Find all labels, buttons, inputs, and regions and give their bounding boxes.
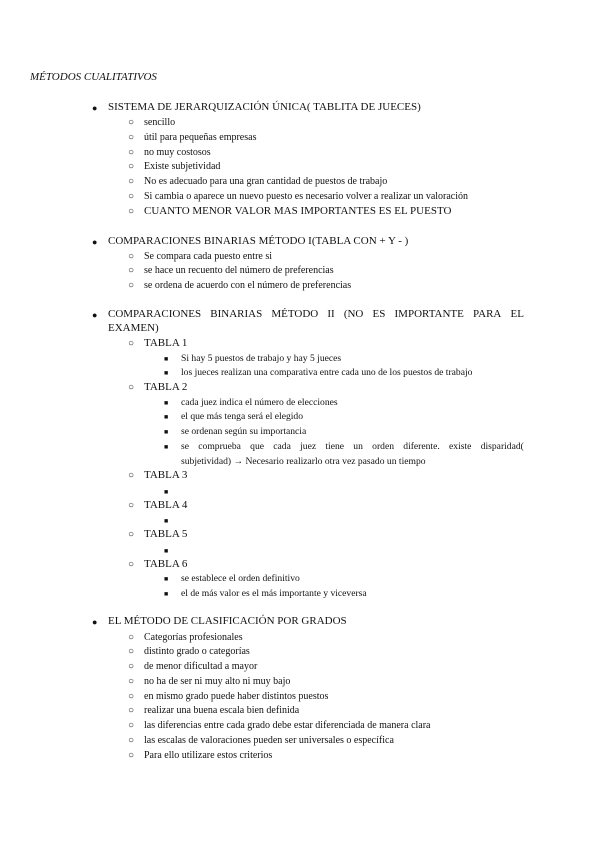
heading-word: MÉTODO: [271, 308, 319, 320]
list-item: Si cambia o aparece un nuevo puesto es necesario volver a realizar un valoración: [144, 191, 469, 202]
square-bullet-icon: ■: [164, 590, 169, 598]
circle-bullet-icon: ○: [128, 676, 135, 687]
list-item: cada juez indica el número de elecciones: [181, 397, 338, 408]
item-word: un: [353, 441, 363, 452]
square-bullet-icon: ■: [164, 413, 169, 421]
circle-bullet-icon: ○: [128, 720, 135, 731]
square-bullet-icon: ■: [164, 369, 169, 377]
heading-word: BINARIAS: [210, 308, 263, 320]
square-bullet-icon: ■: [164, 488, 169, 496]
circle-bullet-icon: ○: [128, 529, 135, 540]
circle-bullet-icon: ○: [128, 161, 135, 172]
circle-bullet-icon: ○: [128, 132, 135, 143]
tabla-3-label: TABLA 3: [144, 469, 188, 481]
heading-word: ES: [372, 308, 386, 320]
list-item: las diferencias entre cada grado debe estar diferenciada de manera clara: [144, 720, 431, 731]
section-2-heading: COMPARACIONES BINARIAS MÉTODO I(TABLA CON + Y - ): [108, 235, 409, 247]
list-item: distinto grado o categorías: [144, 646, 250, 657]
circle-bullet-icon: ○: [128, 251, 135, 262]
circle-bullet-icon: ○: [128, 117, 135, 128]
list-item: realizar una buena escala bien definida: [144, 705, 300, 716]
circle-bullet-icon: ○: [128, 382, 135, 393]
heading-word: COMPARACIONES: [108, 308, 202, 320]
list-item: las escalas de valoraciones pueden ser universales o específica: [144, 735, 394, 746]
heading-word: (NO: [343, 308, 364, 320]
list-item: Se compara cada puesto entre si: [144, 251, 273, 262]
list-item: el que más tenga será el elegido: [181, 411, 304, 422]
tabla-1-label: TABLA 1: [144, 337, 188, 349]
section-3-heading: [108, 308, 524, 321]
disc-bullet-icon: ●: [92, 103, 98, 113]
item-word: tiene: [325, 441, 345, 452]
disc-bullet-icon: ●: [92, 617, 98, 627]
item-word: diferente.: [403, 441, 440, 452]
square-bullet-icon: ■: [164, 399, 169, 407]
heading-word: PARA: [473, 308, 502, 320]
list-item: Para ello utilizare estos criterios: [144, 750, 273, 761]
list-item: se hace un recuento del número de preferencias: [144, 265, 334, 276]
item-word: disparidad(: [480, 441, 524, 452]
item-word: comprueba: [198, 441, 241, 452]
list-item: no muy costosos: [144, 147, 211, 158]
circle-bullet-icon: ○: [128, 280, 135, 291]
list-item: útil para pequeñas empresas: [144, 132, 257, 143]
circle-bullet-icon: ○: [128, 705, 135, 716]
section-1-heading: SISTEMA DE JERARQUIZACIÓN ÚNICA( TABLITA DE JUECES): [108, 101, 421, 113]
list-item: en mismo grado puede haber distintos puestos: [144, 691, 329, 702]
section-4-heading: EL MÉTODO DE CLASIFICACIÓN POR GRADOS: [108, 615, 347, 627]
item-word: existe: [449, 441, 472, 452]
disc-bullet-icon: ●: [92, 237, 98, 247]
item-word: orden: [372, 441, 394, 452]
list-item: se ordenan según su importancia: [181, 426, 307, 437]
circle-bullet-icon: ○: [128, 559, 135, 570]
circle-bullet-icon: ○: [128, 470, 135, 481]
heading-word: EL: [510, 308, 524, 320]
square-bullet-icon: ■: [164, 443, 169, 451]
square-bullet-icon: ■: [164, 428, 169, 436]
square-bullet-icon: ■: [164, 517, 169, 525]
list-item: el de más valor es el más importante y viceversa: [181, 588, 367, 599]
circle-bullet-icon: ○: [128, 646, 135, 657]
list-item: No es adecuado para una gran cantidad de puestos de trabajo: [144, 176, 388, 187]
circle-bullet-icon: ○: [128, 691, 135, 702]
circle-bullet-icon: ○: [128, 338, 135, 349]
circle-bullet-icon: ○: [128, 735, 135, 746]
list-item-line2: subjetividad) → Necesario realizarlo otra vez pasado un tiempo: [181, 456, 426, 467]
item-word: cada: [273, 441, 291, 452]
list-item: se establece el orden definitivo: [181, 573, 300, 584]
tabla-6-label: TABLA 6: [144, 558, 188, 570]
list-item: Existe subjetividad: [144, 161, 221, 172]
section-3-heading-line2: EXAMEN): [108, 322, 159, 334]
circle-bullet-icon: ○: [128, 661, 135, 672]
circle-bullet-icon: ○: [128, 206, 135, 217]
list-item: no ha de ser ni muy alto ni muy bajo: [144, 676, 291, 687]
circle-bullet-icon: ○: [128, 176, 135, 187]
circle-bullet-icon: ○: [128, 191, 135, 202]
item-word: juez: [300, 441, 317, 452]
square-bullet-icon: ■: [164, 355, 169, 363]
heading-word: II: [327, 308, 335, 320]
circle-bullet-icon: ○: [128, 500, 135, 511]
disc-bullet-icon: ●: [92, 310, 98, 320]
square-bullet-icon: ■: [164, 547, 169, 555]
list-item: sencillo: [144, 117, 176, 128]
list-item: se ordena de acuerdo con el número de preferencias: [144, 280, 352, 291]
item-word: que: [250, 441, 265, 452]
circle-bullet-icon: ○: [128, 147, 135, 158]
circle-bullet-icon: ○: [128, 750, 135, 761]
list-item: de menor dificultad a mayor: [144, 661, 258, 672]
list-item-emphasis: CUANTO MENOR VALOR MAS IMPORTANTES ES EL PUESTO: [144, 205, 452, 217]
list-item: los jueces realizan una comparativa entre cada uno de los puestos de trabajo: [181, 367, 473, 378]
list-item: Categorías profesionales: [144, 632, 243, 643]
square-bullet-icon: ■: [164, 575, 169, 583]
item-word: se: [181, 441, 189, 452]
tabla-5-label: TABLA 5: [144, 528, 188, 540]
circle-bullet-icon: ○: [128, 265, 135, 276]
tabla-2-label: TABLA 2: [144, 381, 188, 393]
document-title: MÉTODOS CUALITATIVOS: [30, 71, 157, 83]
list-item: Si hay 5 puestos de trabajo y hay 5 jueces: [181, 353, 342, 364]
tabla-4-label: TABLA 4: [144, 499, 188, 511]
circle-bullet-icon: ○: [128, 632, 135, 643]
list-item-justified: [181, 440, 524, 453]
heading-word: IMPORTANTE: [394, 308, 464, 320]
